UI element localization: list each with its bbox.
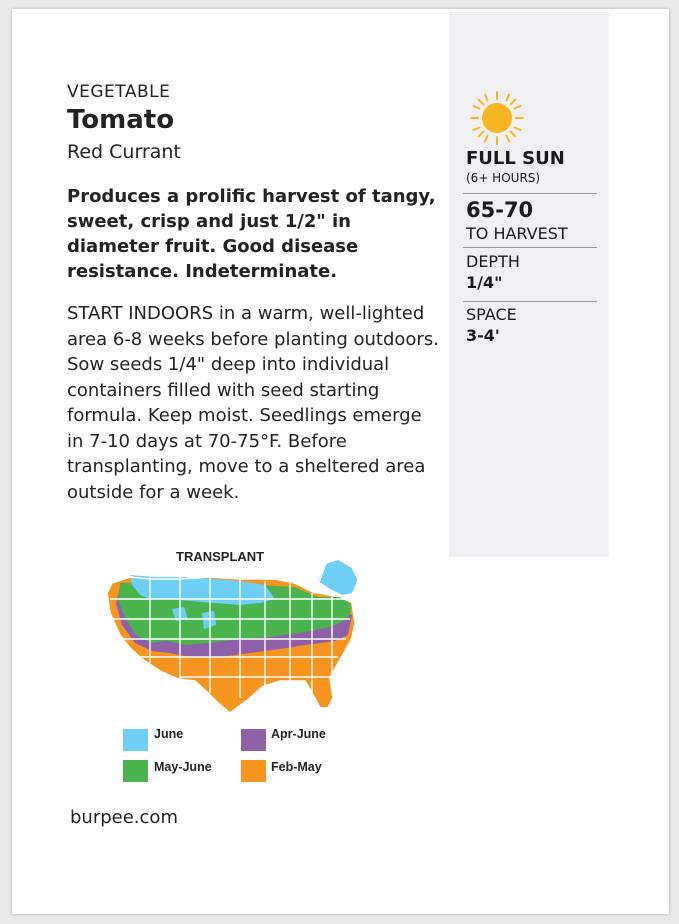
planting-instructions: START INDOORS in a warm, well-lighted area 6-8 weeks before planting outdoors. Sow seeds 1/4" deep into individual containers filled with seed starting formula. Keep moist. Seedlings emerge in 7-10 days at 70-75°F. Before transplanting, move to a sheltered area outside for a week. [67,303,439,503]
divider [463,247,597,248]
harvest-label: TO HARVEST [466,224,568,243]
legend-label-feb-may: Feb-May [271,760,322,774]
map-title: TRANSPLANT [176,549,265,564]
legend-label-june: June [154,727,184,741]
product-name: Tomato [67,105,175,135]
product-category: VEGETABLE [67,82,171,102]
space-label: SPACE [466,305,517,324]
legend-swatch-apr-june [241,729,266,751]
divider [463,193,597,194]
depth-value: 1/4" [466,273,503,292]
growing-info-panel [449,12,609,557]
space-value: 3-4' [466,326,500,345]
product-description: Produces a prolific harvest of tangy, sweet, crisp and just 1/2" in diameter fruit. Good disease resistance. Indeterminate. [67,186,436,282]
sun-requirement: FULL SUN [466,148,565,169]
depth-label: DEPTH [466,252,520,271]
legend-swatch-feb-may [241,760,266,782]
legend-label-may-june: May-June [154,760,212,774]
sun-hours: (6+ HOURS) [466,171,541,185]
legend-swatch-may-june [123,760,148,782]
website-link[interactable]: burpee.com [70,807,178,828]
legend-swatch-june [123,729,148,751]
legend-label-apr-june: Apr-June [271,727,326,741]
product-variety: Red Currant [67,141,181,163]
harvest-days: 65-70 [466,198,534,222]
divider [463,301,597,302]
us-transplant-map [90,553,390,718]
sun-icon [469,90,525,146]
seed-packet-back [12,9,669,914]
